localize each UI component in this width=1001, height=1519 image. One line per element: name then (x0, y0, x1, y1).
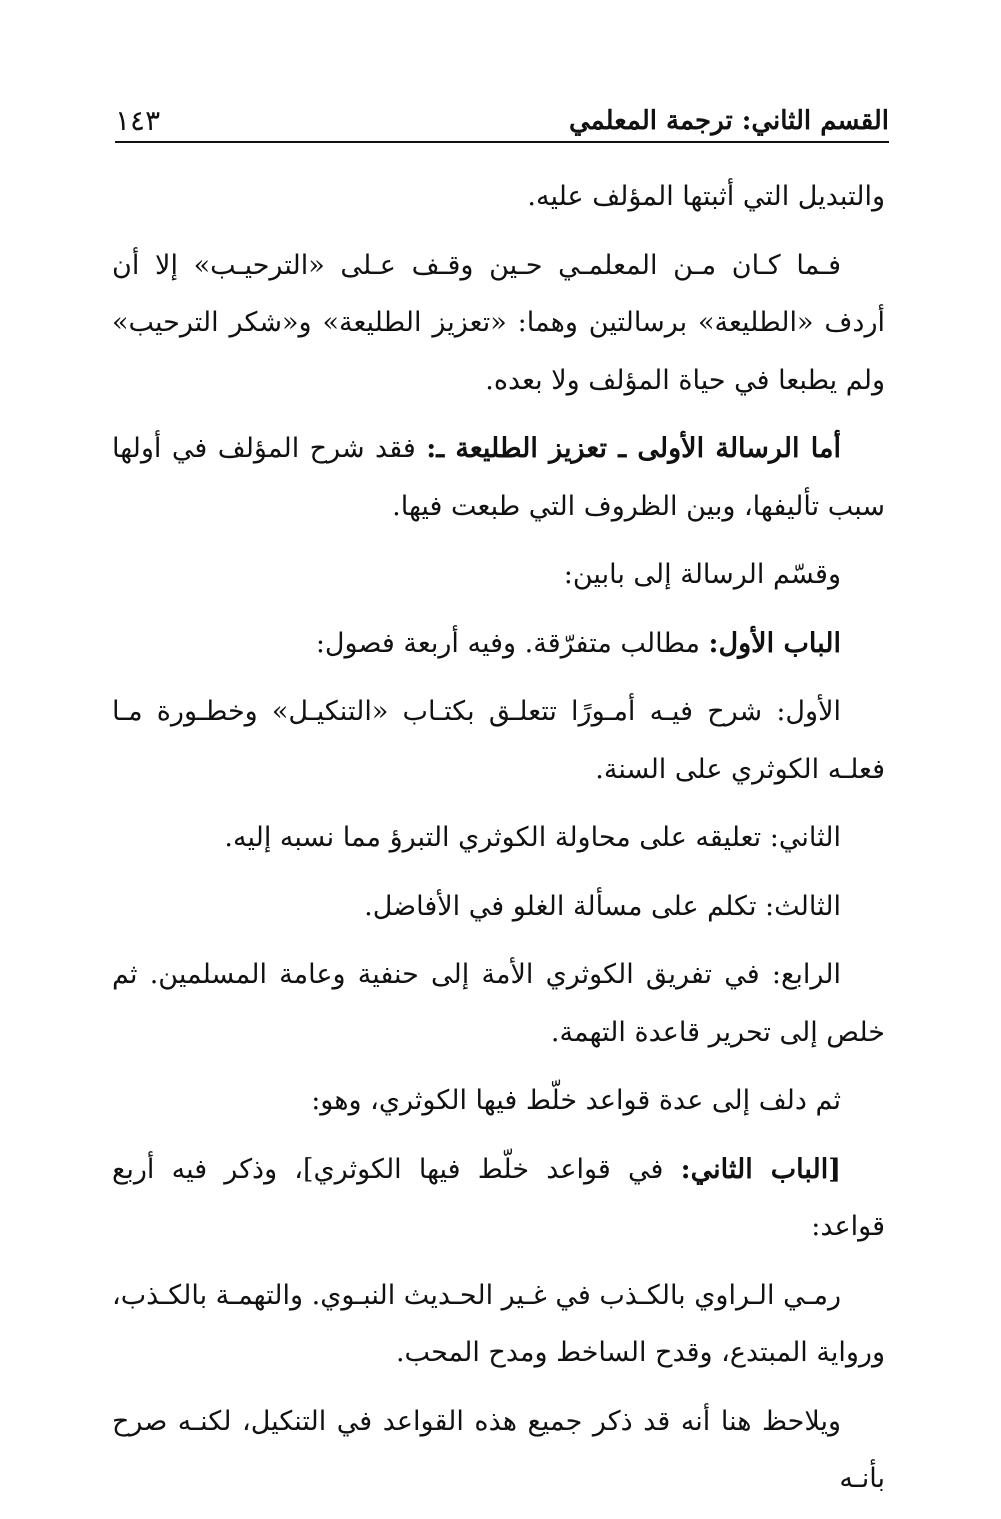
header-rule (115, 141, 889, 143)
bold-heading: الباب الأول: (708, 627, 841, 659)
body-text (112, 168, 885, 1519)
paragraph: رمـي الـراوي بالكـذب في غـير الحـديث النبـوي. والتهمـة بالكـذب، ورواية المبتدع، وقدح الساخط ومدح المحب. (112, 1279, 885, 1368)
paragraph: الثاني: تعليقه على محاولة الكوثري التبرؤ مما نسبه إليه. (224, 822, 841, 853)
paragraph: ويلاحظ هنا أنه قد ذكر جميع هذه القواعد في التنكيل، لكنـه صرح بأنـه (112, 1405, 885, 1494)
paragraph (112, 615, 885, 684)
paragraph: فـما كـان مـن المعلمـي حـين وقـف عـلى «الترحيـب» إلا أن أردف «الطليعة» برسالتين وهما: «تعزيز الطليعة» و«شكر الترحيب» ولم يطبعا في حياة المؤلف ولا بعده. (112, 249, 885, 396)
paragraph-text: فقد شرح المؤلف في أولها سبب تأليفها، وبين الظروف التي طبعت فيها. (112, 433, 885, 522)
section-title: القسم الثاني: ترجمة المعلمي (568, 106, 889, 136)
paragraph (112, 420, 885, 546)
paragraph (112, 1141, 885, 1267)
paragraph: وقسّم الرسالة إلى بابين: (563, 559, 841, 590)
paragraph: الثالث: تكلم على مسألة الغلو في الأفاضل. (364, 890, 841, 922)
page-number: ١٤٣ (115, 104, 161, 137)
paragraph-text: مطالب متفرّقة. وفيه أربعة فصول: (315, 627, 709, 659)
running-header (115, 98, 889, 138)
paragraph: والتبديل التي أثبتها المؤلف عليه. (527, 181, 885, 212)
bold-heading: أما الرسالة الأولى ـ تعزيز الطليعة ـ: (426, 433, 841, 464)
paragraph-text: في قواعد خلّط فيها الكوثري]، وذكر فيه أربع قواعد: (112, 1153, 885, 1242)
paragraph: الأول: شرح فيـه أمـورًا تتعلـق بكتـاب «التنكيـل» وخطـورة مـا فعلـه الكوثري على السنة. (112, 696, 885, 785)
paragraph: ثم دلف إلى عدة قواعد خلّط فيها الكوثري، وهو: (311, 1085, 841, 1116)
bold-heading: [الباب الثاني: (680, 1153, 841, 1185)
paragraph: الرابع: في تفريق الكوثري الأمة إلى حنفية وعامة المسلمين. ثم خلص إلى تحرير قاعدة التهمة. (112, 959, 885, 1048)
